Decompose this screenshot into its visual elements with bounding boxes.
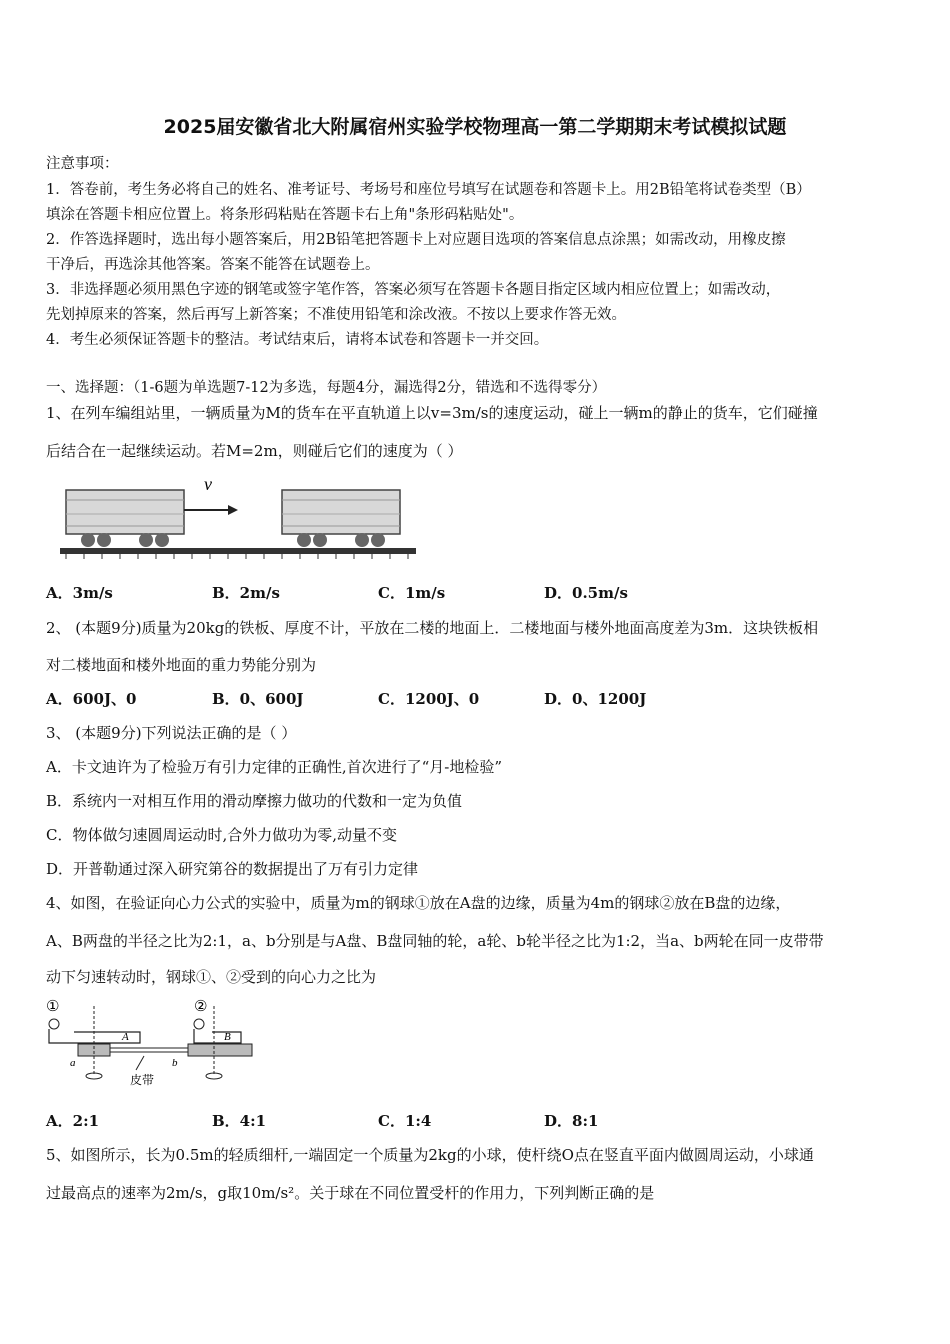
ball-2-label: ② bbox=[194, 997, 208, 1015]
question-4-text: A、B两盘的半径之比为2:1，a、b分别是与A盘、B盘同轴的轮，a轮、b轮半径之比为1:2，当a、b两轮在同一皮带带 bbox=[46, 932, 824, 950]
question-4-text: 4、如图，在验证向心力公式的实验中，质量为m的钢球①放在A盘的边缘，质量为4m的钢球②放在B盘的边缘， bbox=[46, 894, 791, 912]
notice-heading: 注意事项： bbox=[46, 156, 119, 172]
wheel-b-label: b bbox=[172, 1057, 178, 1069]
question-5-text: 5、如图所示，长为0.5m的轻质细杆,一端固定一个质量为2kg的小球，使杆绕O点在竖直平面内做圆周运动，小球通 bbox=[46, 1146, 814, 1164]
option-a[interactable]: A．2:1 bbox=[46, 1112, 100, 1130]
question-3-text: 3、 (本题9分)下列说法正确的是（ ） bbox=[46, 724, 297, 742]
option-b[interactable]: B．系统内一对相互作用的滑动摩擦力做功的代数和一定为负值 bbox=[46, 792, 463, 810]
option-d[interactable]: D．0、1200J bbox=[544, 690, 647, 708]
notice-line: 4．考生必须保证答题卡的整洁。考试结束后，请将本试卷和答题卡一并交回。 bbox=[46, 332, 549, 348]
section-heading: 一、选择题：（1-6题为单选题7-12为多选，每题4分，漏选得2分，错选和不选得零分） bbox=[46, 380, 607, 396]
option-a[interactable]: A．卡文迪许为了检验万有引力定律的正确性,首次进行了“月-地检验” bbox=[46, 758, 503, 776]
question-1-text: 1、在列车编组站里，一辆质量为M的货车在平直轨道上以v=3m/s的速度运动，碰上一辆m的静止的货车，它们碰撞 bbox=[46, 404, 818, 422]
notice-line: 2．作答选择题时，选出每小题答案后，用2B铅笔把答题卡上对应题目选项的答案信息点涂黑；如需改动，用橡皮擦 bbox=[46, 232, 786, 248]
freight-car-figure bbox=[60, 470, 420, 562]
option-c[interactable]: C．物体做匀速圆周运动时,合外力做功为零,动量不变 bbox=[46, 826, 398, 844]
option-a[interactable]: A．3m/s bbox=[46, 584, 113, 602]
page-title: 2025届安徽省北大附属宿州实验学校物理高一第二学期期末考试模拟试题 bbox=[163, 116, 787, 138]
question-2-text: 对二楼地面和楼外地面的重力势能分别为 bbox=[46, 656, 317, 674]
option-b[interactable]: B．0、600J bbox=[212, 690, 304, 708]
option-b[interactable]: B．2m/s bbox=[212, 584, 280, 602]
wheel-a-label: a bbox=[70, 1057, 76, 1069]
question-4-text: 动下匀速转动时，钢球①、②受到的向心力之比为 bbox=[46, 968, 377, 986]
velocity-label: v bbox=[204, 474, 212, 494]
option-c[interactable]: C．1200J、0 bbox=[378, 690, 480, 708]
notice-line: 填涂在答题卡相应位置上。将条形码粘贴在答题卡右上角"条形码粘贴处"。 bbox=[46, 207, 524, 223]
question-5-text: 过最高点的速率为2m/s，g取10m/s²。关于球在不同位置受杆的作用力，下列判断正确的是 bbox=[46, 1184, 655, 1202]
question-1-text: 后结合在一起继续运动。若M=2m，则碰后它们的速度为（ ） bbox=[46, 442, 463, 460]
disk-a-label: A bbox=[122, 1031, 129, 1043]
option-c[interactable]: C．1m/s bbox=[378, 584, 446, 602]
notice-line: 先划掉原来的答案，然后再写上新答案；不准使用铅笔和涂改液。不按以上要求作答无效。 bbox=[46, 307, 626, 323]
centripetal-apparatus-figure bbox=[44, 996, 270, 1092]
option-a[interactable]: A．600J、0 bbox=[46, 690, 137, 708]
option-d[interactable]: D．8:1 bbox=[544, 1112, 599, 1130]
option-d[interactable]: D．0.5m/s bbox=[544, 584, 628, 602]
notice-line: 3．非选择题必须用黑色字迹的钢笔或签字笔作答，答案必须写在答题卡各题目指定区域内相应位置上；如需改动， bbox=[46, 282, 781, 298]
question-2-text: 2、 (本题9分)质量为20kg的铁板、厚度不计，平放在二楼的地面上．二楼地面与楼外地面高度差为3m．这块铁板相 bbox=[46, 619, 819, 637]
belt-label: 皮带 bbox=[130, 1073, 155, 1087]
ball-1 bbox=[49, 1019, 59, 1029]
notice-line: 干净后，再选涂其他答案。答案不能答在试题卷上。 bbox=[46, 257, 380, 273]
disk-b-label: B bbox=[224, 1031, 231, 1043]
option-b[interactable]: B．4:1 bbox=[212, 1112, 267, 1130]
option-c[interactable]: C．1:4 bbox=[378, 1112, 432, 1130]
notice-line: 1．答卷前，考生务必将自己的姓名、准考证号、考场号和座位号填写在试题卷和答题卡上。用2B铅笔将试卷类型（B） bbox=[46, 182, 811, 198]
ball-1-label: ① bbox=[46, 997, 60, 1015]
ball-2 bbox=[194, 1019, 204, 1029]
option-d[interactable]: D．开普勒通过深入研究第谷的数据提出了万有引力定律 bbox=[46, 860, 419, 878]
